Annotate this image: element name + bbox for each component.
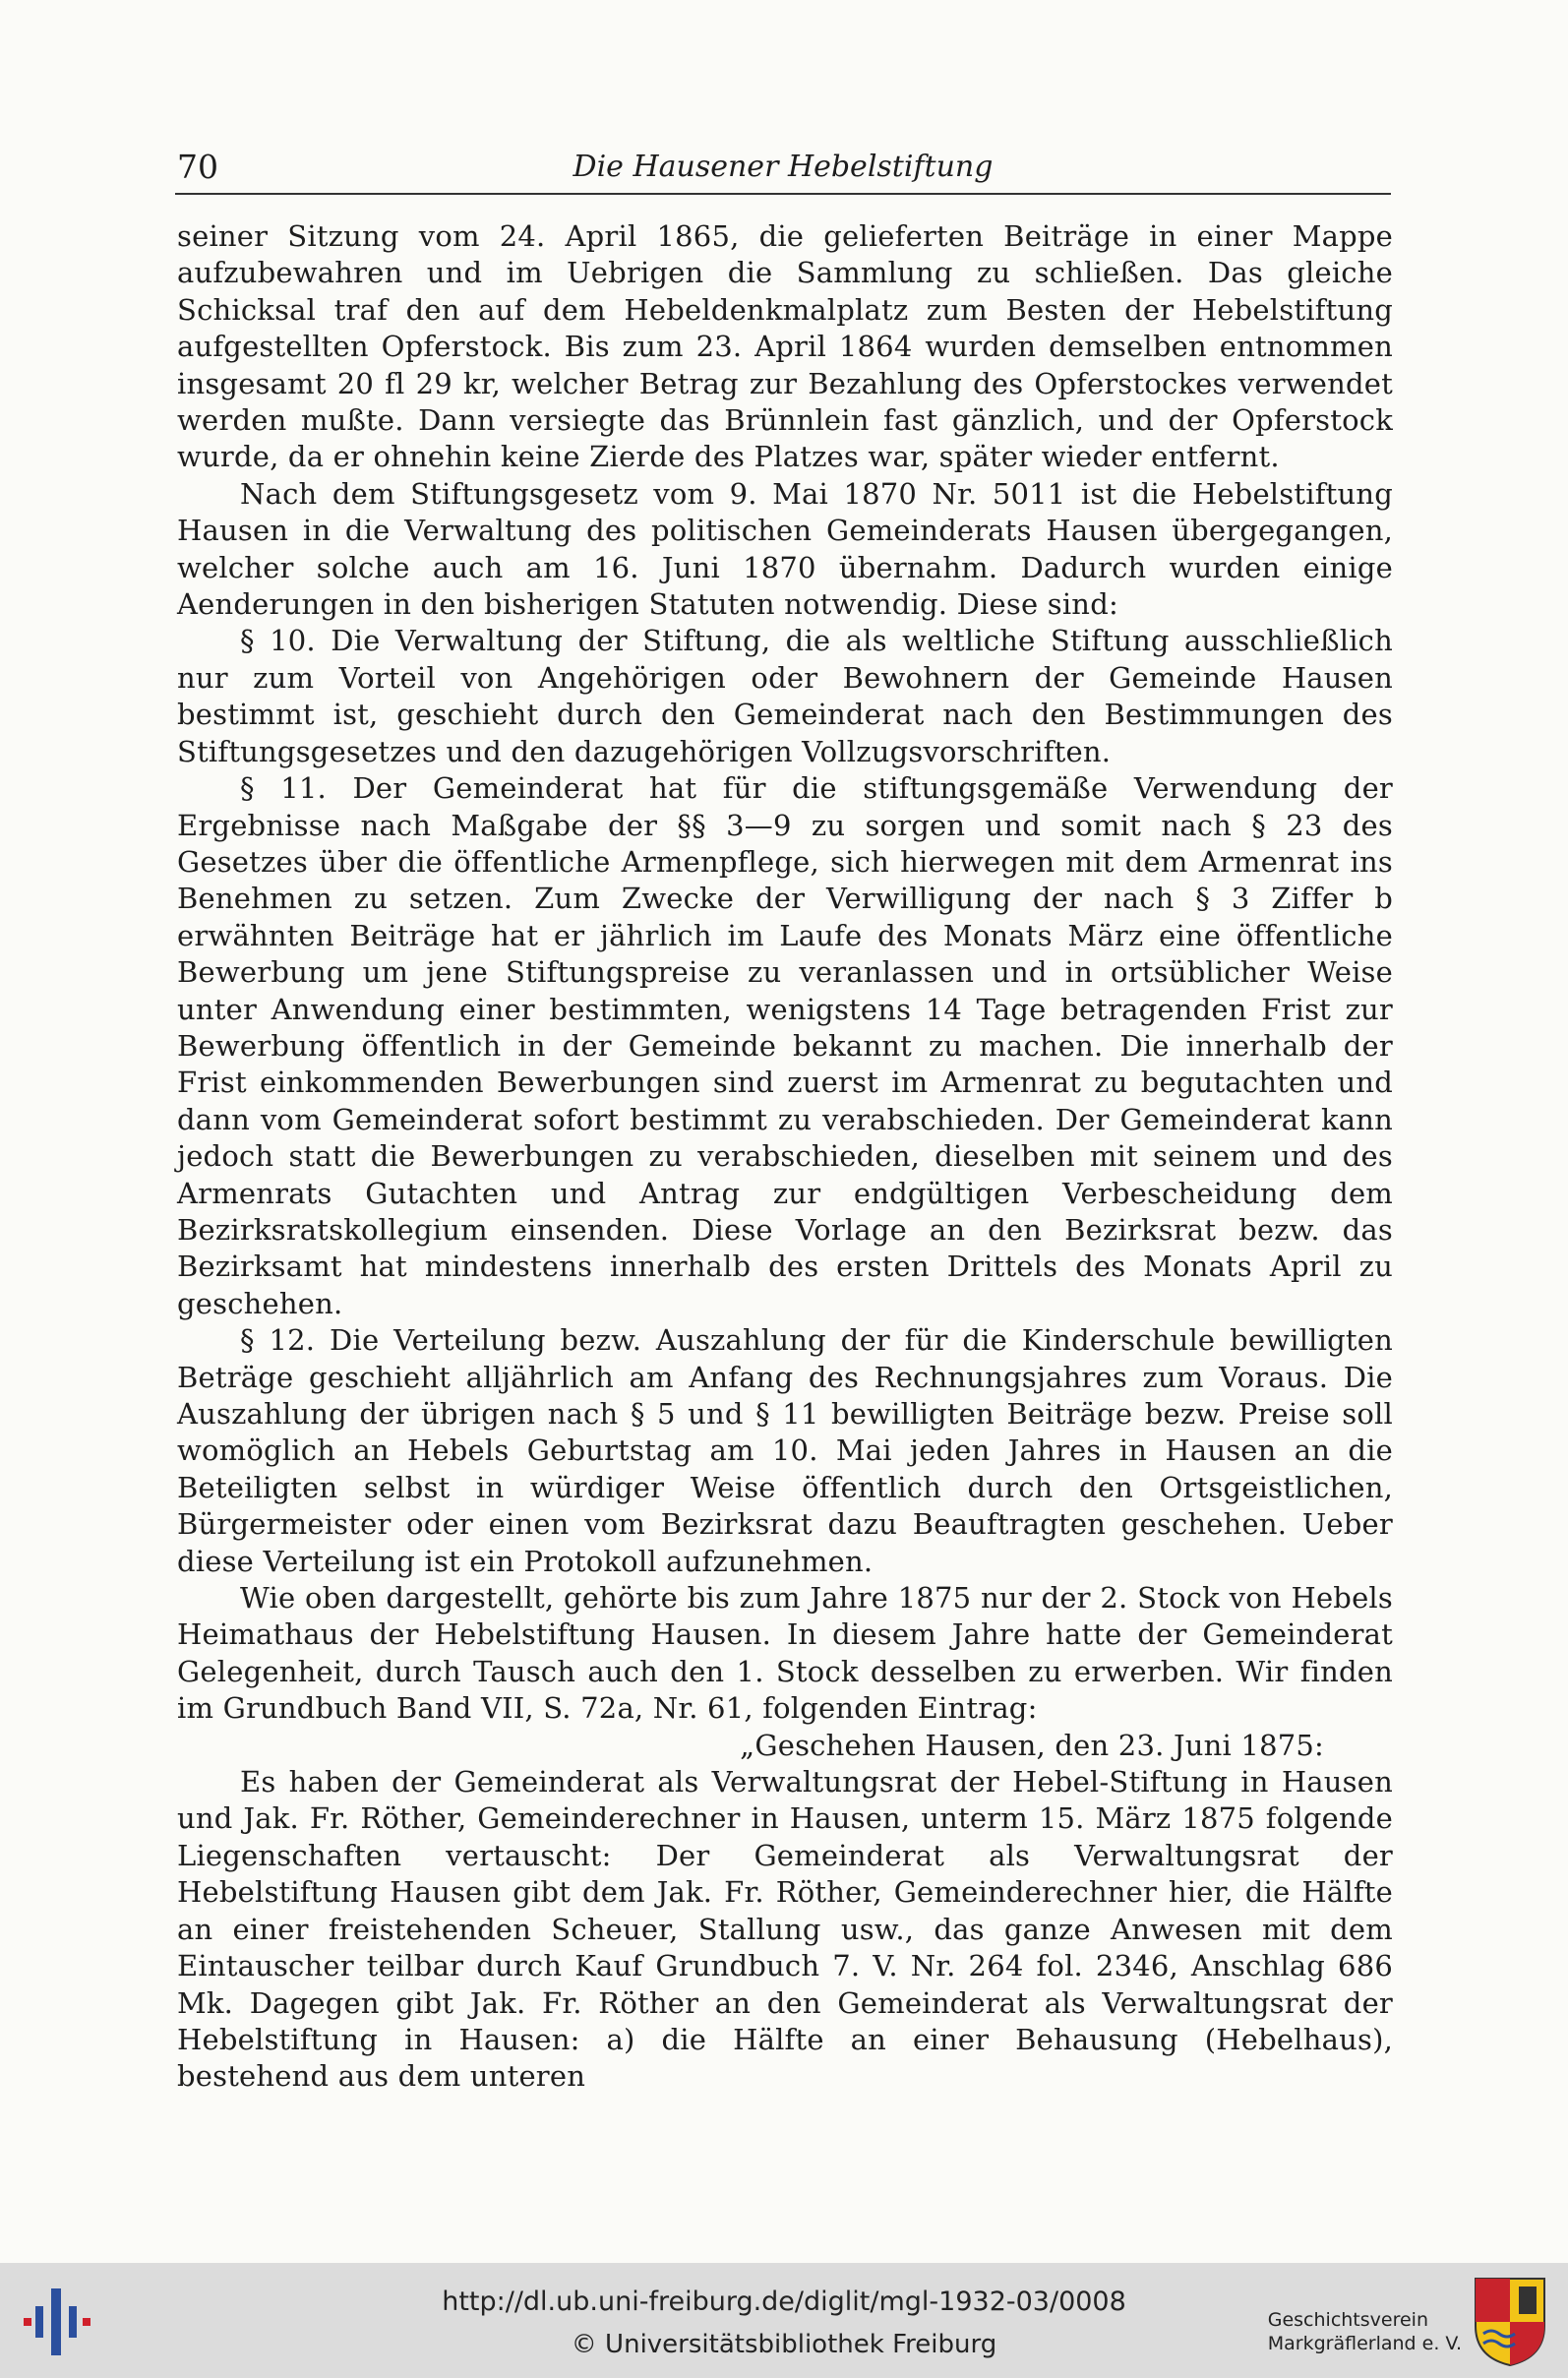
footer-bar <box>0 2263 1568 2378</box>
society-line-1: Geschichtsverein <box>1267 2309 1428 2331</box>
paragraph-1: seiner Sitzung vom 24. April 1865, die gelieferten Beiträge in einer Mappe aufzubewahren und im Uebrigen die Sammlung zu schließen. Das gleiche Schicksal traf den auf dem Hebeldenkmalplatz zum Besten der Hebelstiftung aufgestellten Opferstock. Bis zum 23. April 1864 wurden demselben entnommen insgesamt 20 fl 29 kr, welcher Betrag zur Bezahlung des Opferstockes verwendet werden mußte. Dann versiegte das Brünnlein fast gänzlich, und der Opferstock wurde, da er ohnehin keine Zierde des Platzes war, später wieder entfernt. <box>177 219 1393 474</box>
paragraph-6: Wie oben dargestellt, gehörte bis zum Jahre 1875 nur der 2. Stock von Hebels Heimathaus der Hebelstiftung Hausen. In diesem Jahre hatte der Gemeinderat Gelegenheit, durch Tausch auch den 1. Stock desselben zu erwerben. Wir finden im Grundbuch Band VII, S. 72a, Nr. 61, folgenden Eintrag: <box>177 1581 1393 1726</box>
quote-intro: „Geschehen Hausen, den 23. Juni 1875: <box>740 1728 1324 1762</box>
page-number: 70 <box>177 148 218 186</box>
body-text <box>177 218 1393 2096</box>
page-header <box>175 144 1391 195</box>
paragraph-section-12: § 12. Die Verteilung bezw. Auszahlung der für die Kinderschule bewilligten Beträge geschieht alljährlich am Anfang des Rechnungsjahres zum Voraus. Die Auszahlung der übrigen nach § 5 und § 11 bewilligten Beiträge bezw. Preise soll womöglich an Hebels Geburtstag am 10. Mai jeden Jahres in Hausen an die Beteiligten selbst in würdiger Weise öffentlich durch den Ortsgeistlichen, Bürgermeister oder einen vom Bezirksrat dazu Beauftragten geschehen. Ueber diese Verteilung ist ein Protokoll aufzunehmen. <box>177 1323 1393 1578</box>
source-url[interactable]: http://dl.ub.uni-freiburg.de/diglit/mgl-1932-03/0008 <box>442 2287 1126 2317</box>
paragraph-section-10: § 10. Die Verwaltung der Stiftung, die als weltliche Stiftung ausschließlich nur zum Vorteil von Angehörigen oder Bewohnern der Gemeinde Hausen bestimmt ist, geschieht durch den Gemeinderat nach den Bestimmungen des Stiftungsgesetzes und den dazugehörigen Vollzugsvorschriften. <box>177 624 1393 768</box>
paragraph-quote-body: Es haben der Gemeinderat als Verwaltungsrat der Hebel-Stiftung in Hausen und Jak. Fr. Röther, Gemeinderechner in Hausen, unterm 15. März 1875 folgende Liegenschaften vertauscht: Der Gemeinderat als Verwaltungsrat der Hebelstiftung Hausen gibt dem Jak. Fr. Röther, Gemeinderechner hier, die Hälfte an einer freistehenden Scheuer, Stallung usw., das ganze Anwesen mit dem Eintauscher teilbar durch Kauf Grundbuch 7. V. Nr. 264 fol. 2346, Anschlag 686 Mk. Dagegen gibt Jak. Fr. Röther an den Gemeinderat als Verwaltungsrat der Hebelstiftung in Hausen: a) die Hälfte an einer Behausung (Hebelhaus), bestehend aus dem unteren <box>177 1765 1393 2094</box>
society-name <box>1268 2308 1462 2355</box>
coat-of-arms-icon <box>1472 2275 1548 2369</box>
paragraph-2: Nach dem Stiftungsgesetz vom 9. Mai 1870 Nr. 5011 ist die Hebelstiftung Hausen in die Verwaltung des politischen Gemeinderats Hausen übergegangen, welcher solche auch am 16. Juni 1870 übernahm. Dadurch wurden einige Aenderungen in den bisherigen Statuten notwendig. Diese sind: <box>177 476 1393 622</box>
society-line-2: Markgräflerland e. V. <box>1267 2333 1462 2354</box>
copyright-notice: © Universitätsbibliothek Freiburg <box>571 2330 997 2359</box>
paragraph-section-11: § 11. Der Gemeinderat hat für die stiftungsgemäße Verwendung der Ergebnisse nach Maßgabe der §§ 3—9 zu sorgen und somit nach § 23 des Gesetzes über die öffentliche Armenpflege, sich hierwegen mit dem Armenrat ins Benehmen zu setzen. Zum Zwecke der Verwilligung der nach § 3 Ziffer b erwähnten Beiträge hat er jährlich im Laufe des Monats März eine öffentliche Bewerbung um jene Stiftungspreise zu veranlassen und in ortsüblicher Weise unter Anwendung einer bestimmten, wenigstens 14 Tage betragenden Frist zur Bewerbung öffentlich in der Gemeinde bekannt zu machen. Die innerhalb der Frist einkommenden Bewerbungen sind zuerst im Armenrat zu begutachten und dann vom Gemeinderat sofort bestimmt zu verabschieden. Der Gemeinderat kann jedoch statt die Bewerbungen zu verabschieden, dieselben mit seinem und des Armenrats Gutachten und Antrag zur endgültigen Verbescheidung dem Bezirksratskollegium einsenden. Diese Vorlage an den Bezirksrat bezw. das Bezirksamt hat mindestens innerhalb des ersten Drittels des Monats April zu geschehen. <box>177 771 1393 1320</box>
running-title: Die Hausener Hebelstiftung <box>573 150 994 184</box>
